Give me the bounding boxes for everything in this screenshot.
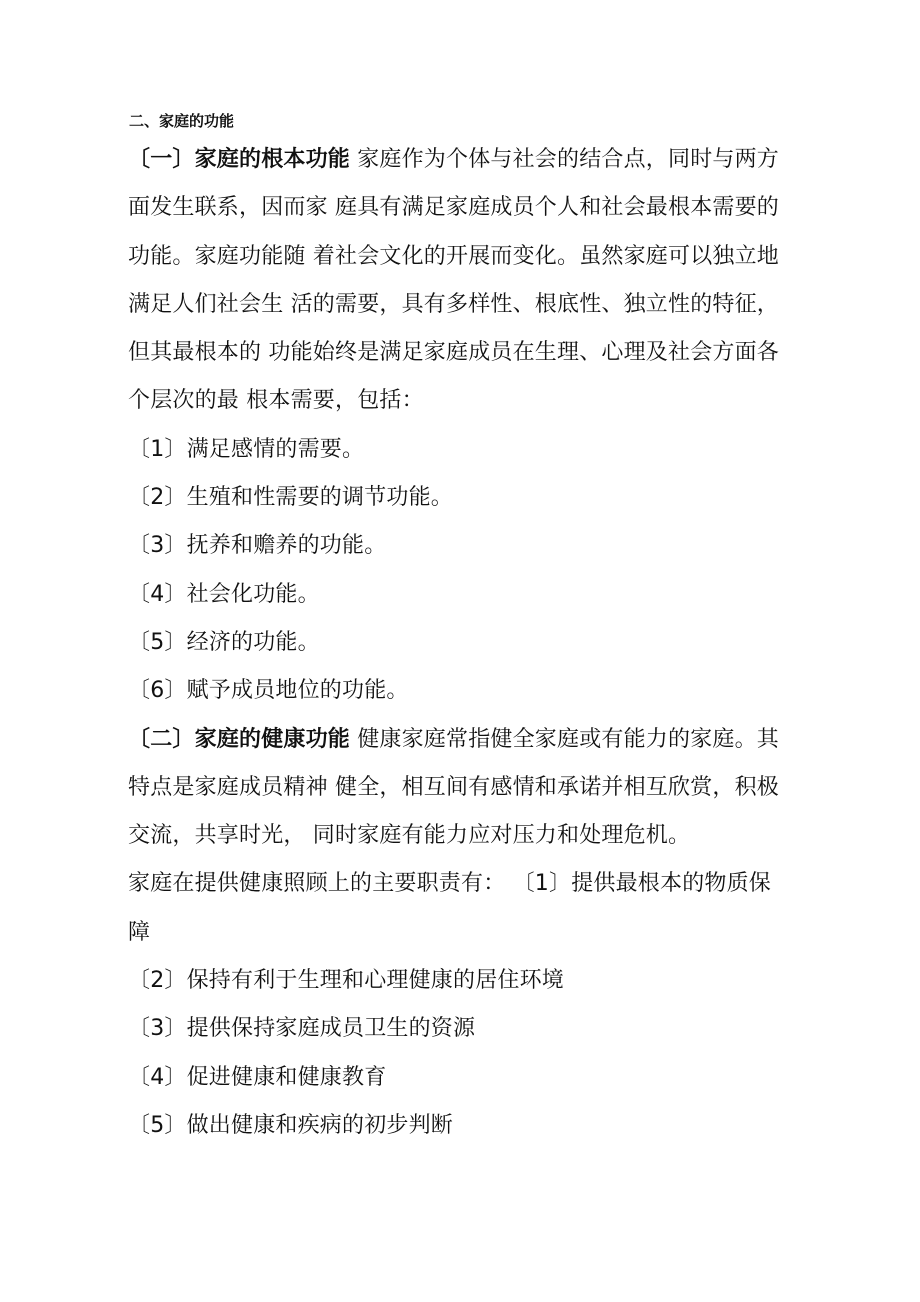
paragraph-line: 功能。家庭功能随 着社会文化的开展而变化。虽然家庭可以独立地 [128,243,779,269]
paragraph-line: 面发生联系，因而家 庭具有满足家庭成员个人和社会最根本需要的 [128,195,779,221]
paragraph-line [128,716,808,764]
section-heading: 〔一〕家庭的根本功能 [128,147,351,172]
paragraph-line: 家庭在提供健康照顾上的主要职责有： 〔1〕提供最根本的物质保 [128,871,771,897]
paragraph-line: 特点是家庭成员精神 健全，相互间有感情和承诺并相互欣赏，积极 [128,774,779,800]
list-item: 〔6〕赋予成员地位的功能。 [128,678,409,704]
list-item: 〔4〕社会化功能。 [128,581,320,607]
list-item: 〔5〕经济的功能。 [128,629,320,655]
paragraph-text: 健康家庭常指健全家庭或有能力的家庭。其 [350,726,780,752]
list-item: 〔5〕做出健康和疾病的初步判断 [128,1112,453,1138]
section-title: 二、家庭的功能 [129,112,235,130]
list-item: 〔2〕保持有利于生理和心理健康的居住环境 [128,968,564,994]
paragraph-line: 个层次的最 根本需要，包括： [128,388,424,414]
list-item: 〔2〕生殖和性需要的调节功能。 [128,485,453,511]
paragraph-line: 交流，共享时光， 同时家庭有能力应对压力和处理危机。 [128,823,691,849]
document-body [128,136,808,1150]
paragraph-line: 但其最根本的 功能始终是满足家庭成员在生理、心理及社会方面各 [128,340,779,366]
section-heading: 〔二〕家庭的健康功能 [128,726,351,752]
paragraph-line [128,136,808,184]
list-item: 〔3〕抚养和赡养的功能。 [128,533,387,559]
list-item: 〔4〕促进健康和健康教育 [128,1064,387,1090]
paragraph-line: 满足人们社会生 活的需要，具有多样性、根底性、独立性的特征， [128,291,779,317]
list-item: 〔1〕满足感情的需要。 [128,436,365,462]
list-item: 〔3〕提供保持家庭成员卫生的资源 [128,1016,476,1042]
paragraph-text: 家庭作为个体与社会的结合点，同时与两方 [350,147,780,172]
paragraph-line: 障 [128,919,151,945]
